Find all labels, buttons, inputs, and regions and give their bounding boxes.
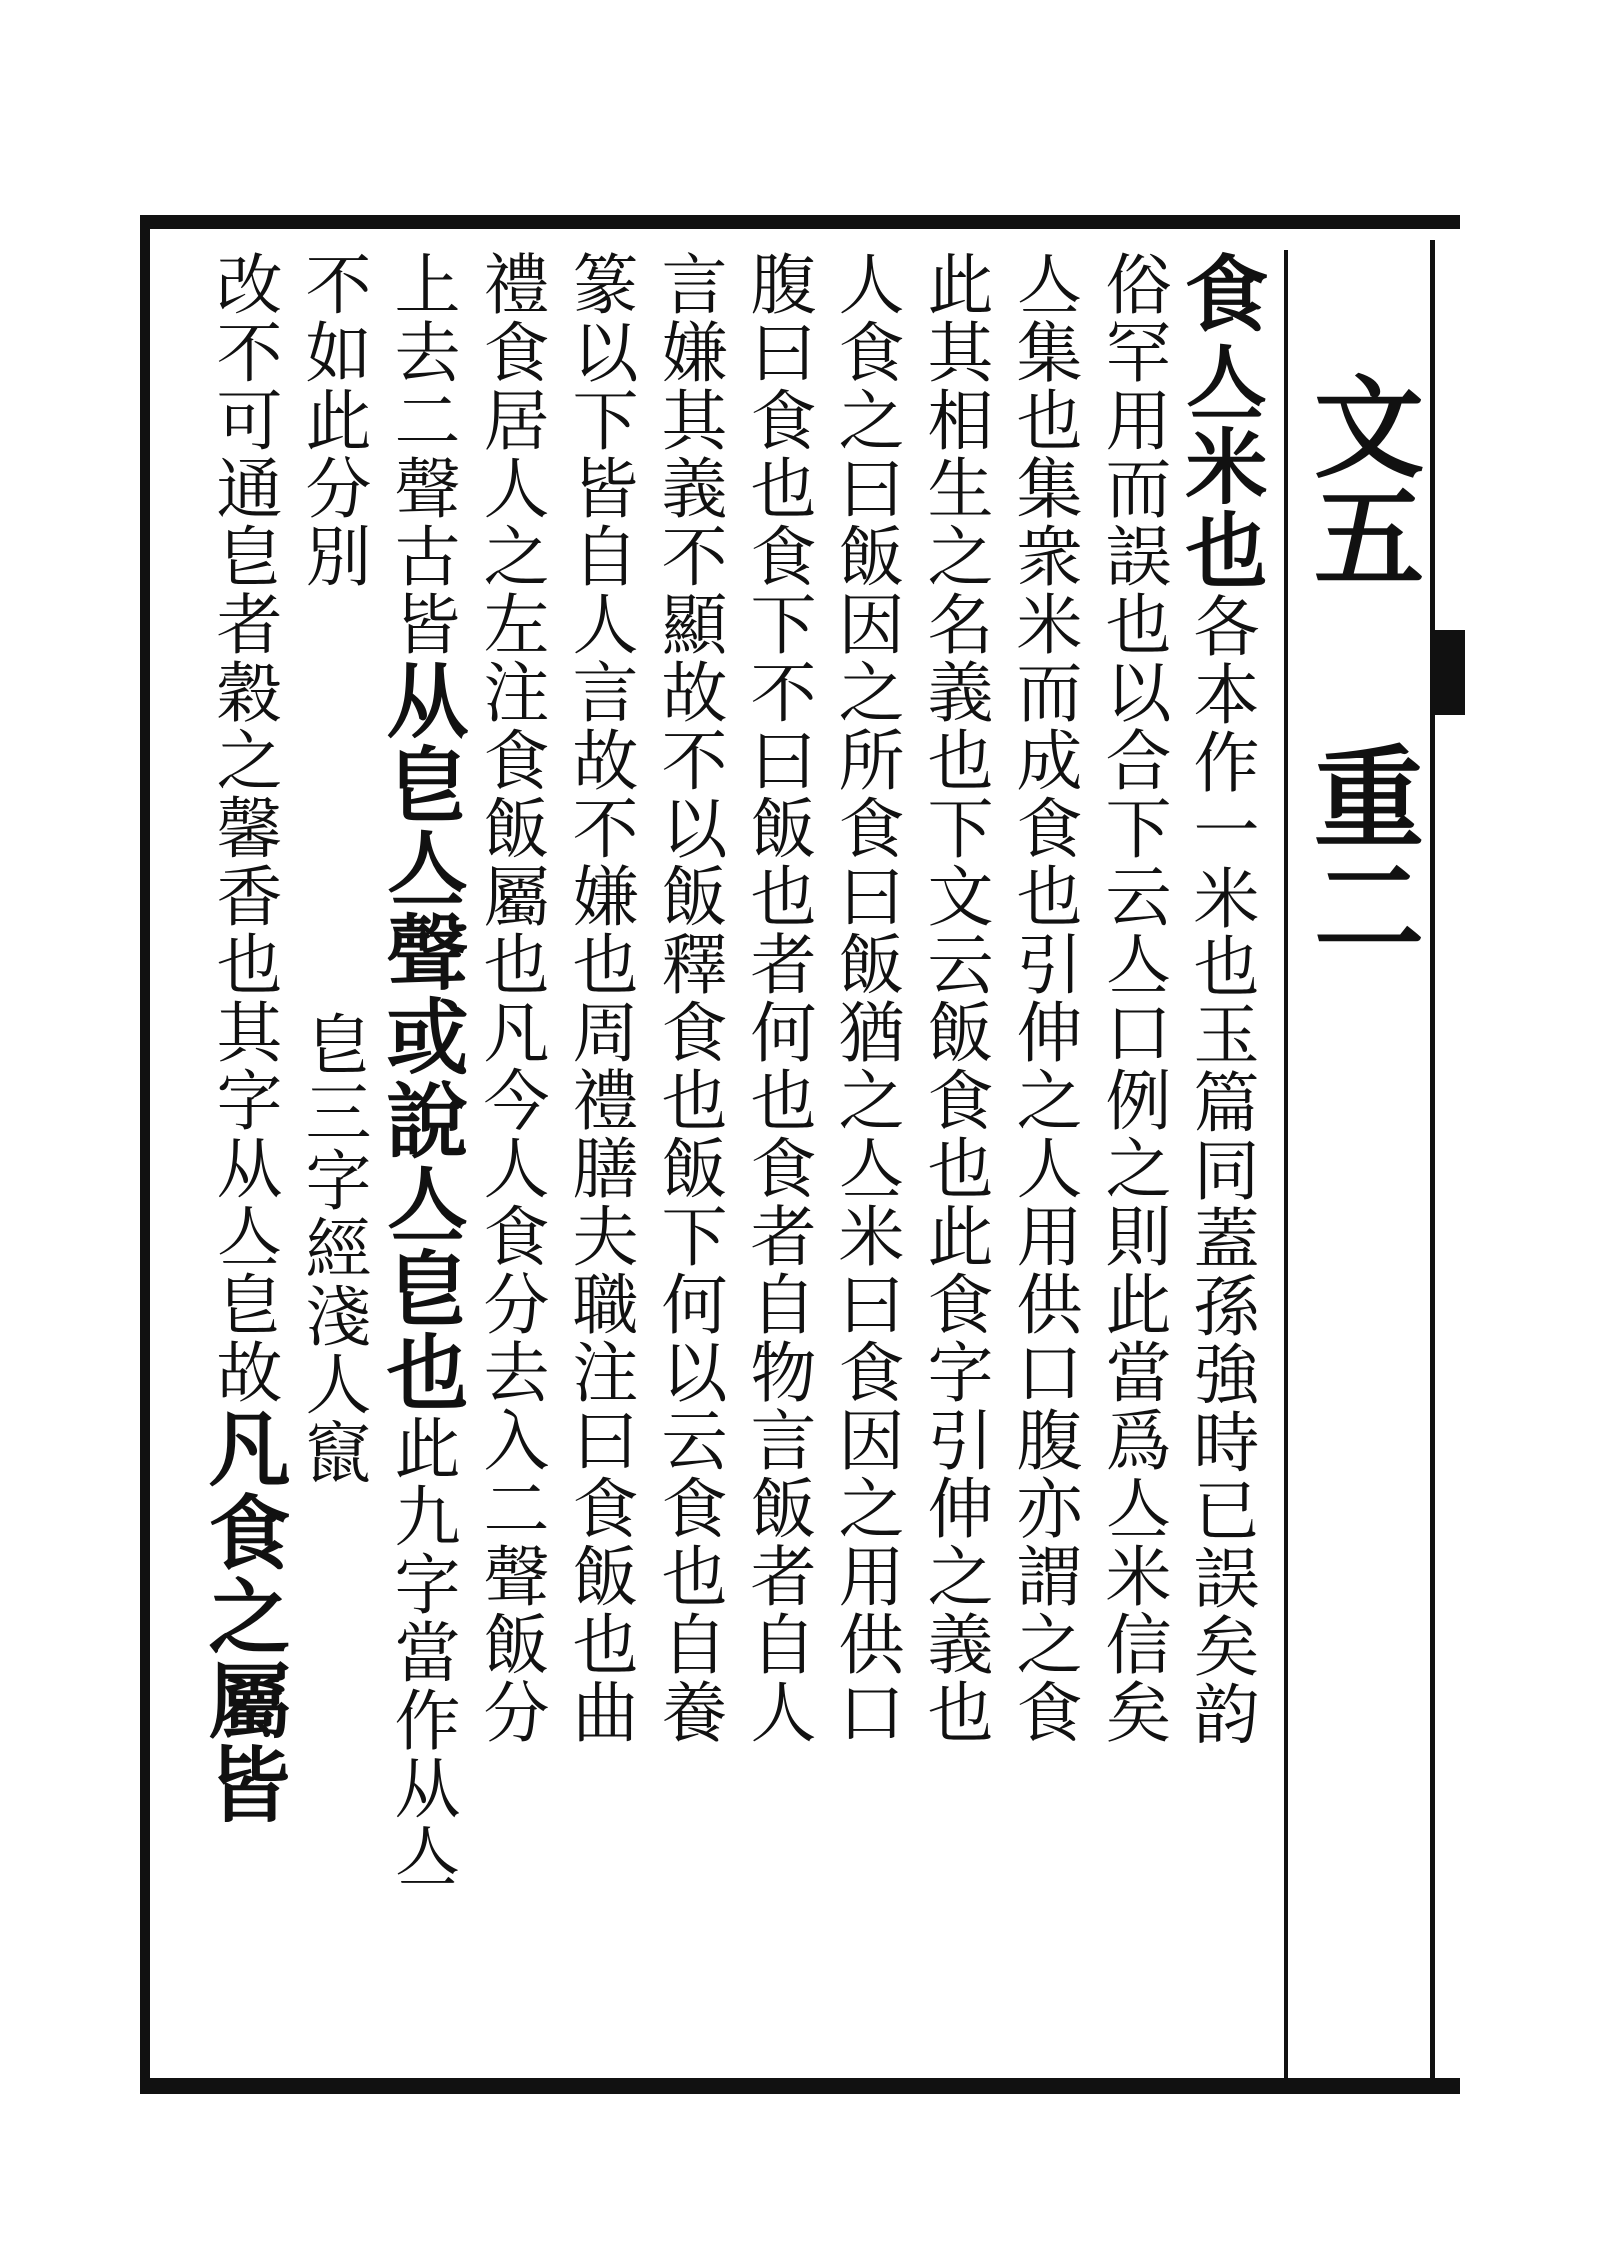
margin-title-column [1296,370,1425,1370]
text-column [559,250,639,2070]
commentary-text: 人食之曰飯因之所食曰飯猶之亼米曰食因之用供口 [827,250,904,1746]
text-column [1092,250,1172,2070]
commentary-text: 此九字當作从亼 [383,1414,460,1890]
commentary-text: 禮食居人之左注食飯屬也凡今人食分去入二聲飯分 [472,250,549,1746]
commentary-text: 言嫌其義不顯故不以飯釋食也飯下何以云食也自養 [650,250,727,1746]
text-column [825,250,905,2070]
text-column [1003,250,1083,2070]
text-column [373,250,469,2070]
frame-left-rule [140,215,150,2094]
text-column [195,250,291,2070]
text-column [648,250,728,2070]
commentary-text: 此其相生之名義也下文云飯食也此食字引伸之義也 [916,250,993,1746]
seal-script-character: 食 [1171,250,1270,340]
fishtail-mark [1435,630,1465,715]
commentary-text: 俗罕用而誤也以合下云亼口例之則此當爲亼米信矣 [1094,250,1171,1746]
commentary-text: 腹曰食也食下不曰飯也者何也食者自物言飯者自人 [739,250,816,1746]
text-column [292,250,372,2070]
text-column [470,250,550,2070]
headword-text: 亼米也 [1172,340,1268,592]
commentary-text: 改不可通皀者穀之馨香也其字从亼皀故 [205,250,282,1406]
margin-count: 重二 [1296,740,1425,960]
headword-text: 凡食之屬皆 [195,1406,291,1826]
text-column [1171,250,1270,2070]
commentary-text: 篆以下皆自人言故不嫌也周禮膳夫職注曰食飯也曲 [561,250,638,1746]
margin-inner-rule [1284,250,1288,2080]
margin-outer-rule [1430,240,1435,2080]
headword-text: 从皀亼聲或說亼皀也 [373,658,469,1414]
commentary-text: 各本作一米也玉篇同蓋孫強時已誤矣韵 [1182,592,1259,1748]
margin-title: 文五 [1296,370,1425,590]
frame-top-rule [140,215,1460,229]
text-column [737,250,817,2070]
text-column [914,250,994,2070]
commentary-text: 亼集也集衆米而成食也引伸之人用供口腹亦謂之食 [1005,250,1082,1746]
commentary-text: 不如此分別 [294,250,371,590]
frame-bottom-rule [140,2078,1460,2094]
commentary-text: 皀三字經淺人竄 [294,1010,371,1486]
commentary-text: 上去二聲古皆 [383,250,460,658]
